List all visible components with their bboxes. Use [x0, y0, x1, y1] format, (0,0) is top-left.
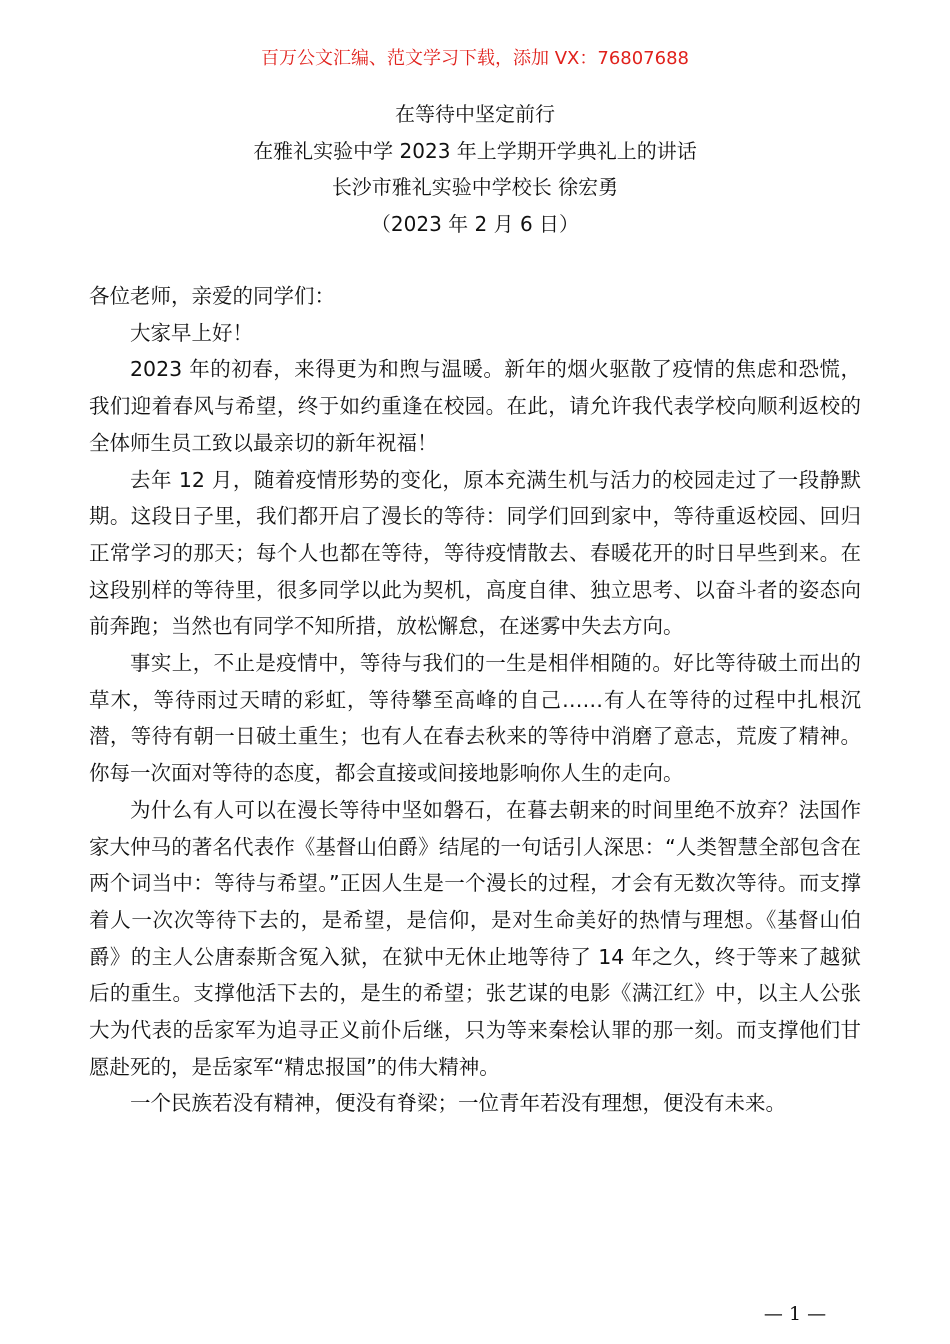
page-number: — 1 —: [763, 1303, 827, 1325]
salutation: 各位老师，亲爱的同学们：: [89, 284, 335, 308]
paragraph-spirit: 一个民族若没有精神，便没有脊梁；一位青年若没有理想，便没有未来。: [130, 1091, 786, 1116]
paragraph-greeting: 大家早上好！: [130, 320, 253, 345]
paragraph-last-december: 去年 12 月，随着疫情形势的变化，原本充满生机与活力的校园走过了一段静默期。这段日子里，我们都开启了漫长的等待：同学们回到家中，等待重返校园、回归正常学习的那天；每个人也都在等待，等待疫情散去、春暖花开的时日早些到来。在这段别样的等待里，很多同学以此为契机，高度自律、独立思考、以奋斗者的姿态向前奔跑；当然也有同学不知所措，放松懈怠，在迷雾中失去方向。: [89, 467, 861, 639]
paragraph-waiting: 事实上，不止是疫情中，等待与我们的一生是相伴相随的。好比等待破土而出的草木，等待雨过天晴的彩虹，等待攀至高峰的自己……有人在等待的过程中扎根沉潜，等待有朝一日破土重生；也有人在春去秋来的等待中消磨了意志，荒废了精神。你每一次面对等待的态度，都会直接或间接地影响你人生的走向。: [89, 651, 861, 786]
paragraph-hope: 为什么有人可以在漫长等待中坚如磐石，在暮去朝来的时间里绝不放弃？法国作家大仲马的著名代表作《基督山伯爵》结尾的一句话引人深思：“人类智慧全部包含在两个词当中：等待与希望。”正因人生是一个漫长的过程，才会有无数次等待。而支撑着人一次次等待下去的，是希望，是信仰，是对生命美好的热情与理想。《基督山伯爵》的主人公唐泰斯含冤入狱，在狱中无休止地等待了 14 年之久，终于等来了越狱后的重生。支撑他活下去的，是生的希望；张艺谋的电影《满江红》中，以主人公张大为代表的岳家军为追寻正义前仆后继，只为等来秦桧认罪的那一刻。而支撑他们甘愿赴死的，是岳家军“精忠报国”的伟大精神。: [89, 797, 861, 1079]
speech-date: （2023 年 2 月 6 日）: [370, 211, 580, 236]
speech-author: 长沙市雅礼实验中学校长 徐宏勇: [331, 175, 619, 199]
speech-subtitle: 在雅礼实验中学 2023 年上学期开学典礼上的讲话: [253, 138, 697, 163]
promo-banner: 百万公文汇编、范文学习下载，添加 VX：76807688: [261, 48, 689, 69]
speech-title: 在等待中坚定前行: [395, 102, 555, 126]
speech-body: [89, 278, 861, 1122]
speech-heading: [0, 96, 950, 242]
paragraph-spring: 2023 年的初春，来得更为和煦与温暖。新年的烟火驱散了疫情的焦虑和恐慌，我们迎着春风与希望，终于如约重逢在校园。在此，请允许我代表学校向顺利返校的全体师生员工致以最亲切的新年祝福！: [89, 357, 861, 455]
